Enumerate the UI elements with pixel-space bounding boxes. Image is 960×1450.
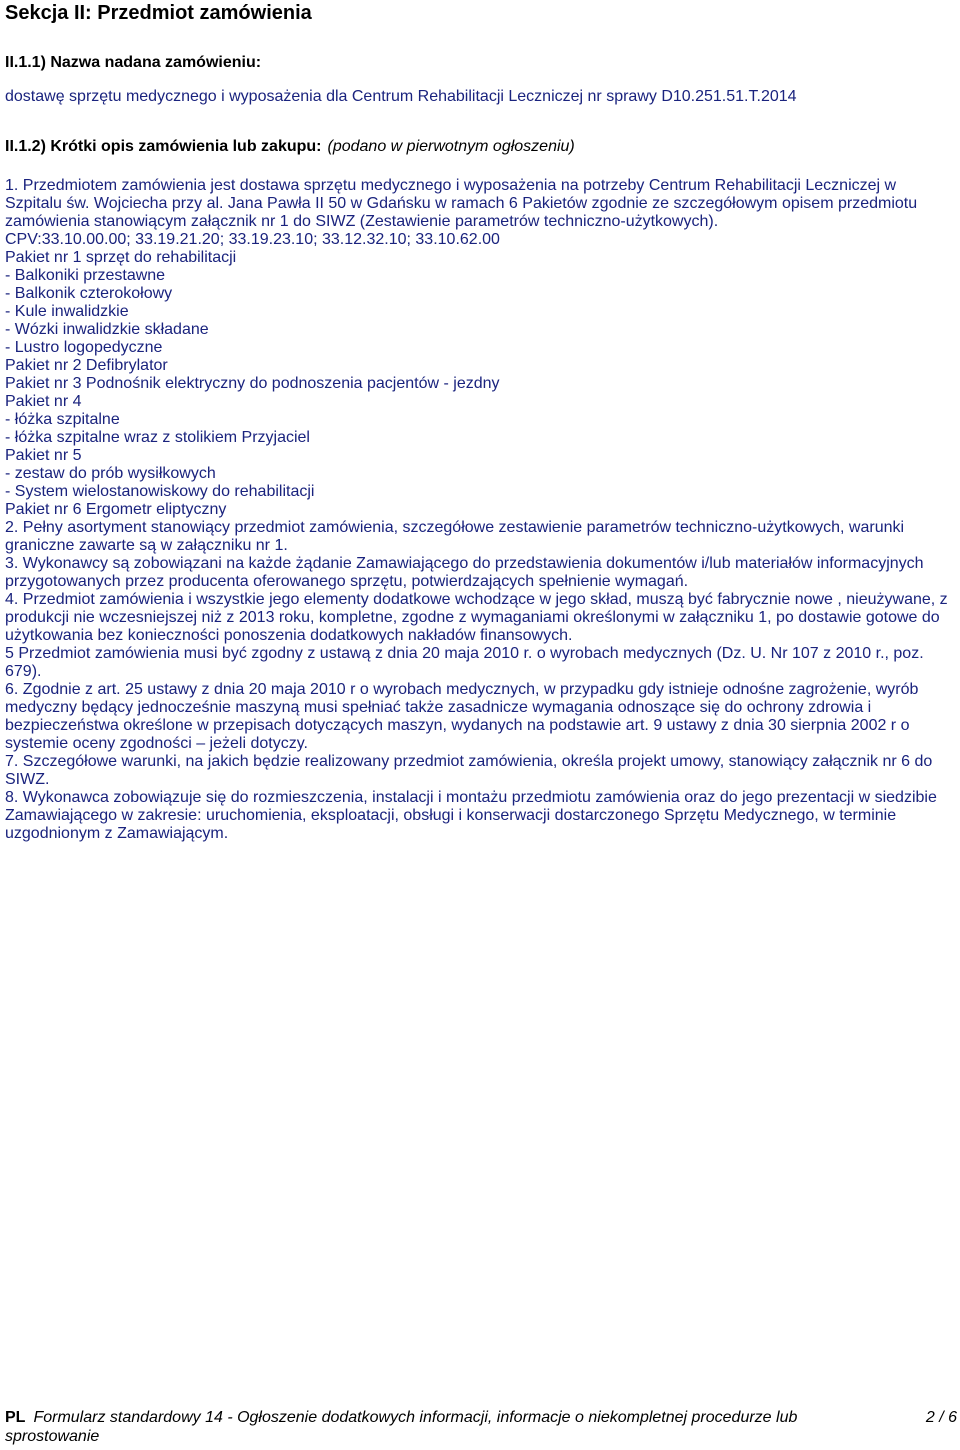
description-body: [5, 177, 950, 843]
paragraph-4: 4. Przedmiot zamówienia i wszystkie jego elementy dodatkowe wchodzące w jego skład, muszą być fabrycznie nowe , nieużywane, z produkcji nie wczesniejszej niż z 2013 roku, kompletne, zgodne z wymaganiami określonymi w załączniku 1, po dostawie gotowe do użytkowania bez konieczności ponoszenia dodatkowych nakładów finansowych.: [5, 591, 948, 644]
paragraph-6: 6. Zgodnie z art. 25 ustawy z dnia 20 maja 2010 r o wyrobach medycznych, w przypadku gdy istnieje odnośne zagrożenie, wyrób medyczny będący jednocześnie maszyną musi spełniać także zasadnicze wymagania odnoszące się do ochrony zdrowia i bezpieczeństwa określone w przepisach dotyczących maszyn, wydanych na podstawie art. 9 ustawy z dnia 30 sierpnia 2002 r o systemie oceny zgodności – jeżeli dotyczy.: [5, 681, 919, 752]
contract-name: dostawę sprzętu medycznego i wyposażenia dla Centrum Rehabilitacji Leczniczej nr sprawy D10.251.51.T.2014: [5, 88, 797, 105]
paragraph-1: 1. Przedmiotem zamówienia jest dostawa sprzętu medycznego i wyposażenia na potrzeby Centrum Rehabilitacji Leczniczej w Szpitalu św. Wojciecha przy al. Jana Pawła II 50 w Gdańsku w ramach 6 Pakietów zgodnie ze szczegółowym opisem przedmiotu zamówienia stanowiącym załącznik nr 1 do SIWZ (Zestawienie parametrów techniczno-użytkowych).: [5, 177, 918, 230]
name-heading-label: II.1.1) Nazwa nadana zamówieniu:: [5, 54, 262, 71]
description-heading: [5, 137, 575, 157]
list-item: Pakiet nr 5: [5, 447, 82, 464]
paragraph-3: 3. Wykonawcy są zobowiązani na każde żądanie Zamawiającego do przedstawienia dokumentów i/lub materiałów informacyjnych przygotowanych przez producenta oferowanego sprzętu, potwierdzających spełnienie wymagań.: [5, 555, 924, 590]
paragraph-5: 5 Przedmiot zamówienia musi być zgodny z ustawą z dnia 20 maja 2010 r. o wyrobach medycznych (Dz. U. Nr 107 z 2010 r., poz. 679).: [5, 645, 924, 680]
footer-text: [5, 1408, 875, 1446]
list-item: - łóżka szpitalne wraz z stolikiem Przyjaciel: [5, 429, 310, 446]
list-item: - łóżka szpitalne: [5, 411, 120, 428]
list-item: Pakiet nr 1 sprzęt do rehabilitacji: [5, 249, 237, 266]
list-item: Pakiet nr 3 Podnośnik elektryczny do podnoszenia pacjentów - jezdny: [5, 375, 500, 392]
list-item: - Balkoniki przestawne: [5, 267, 166, 284]
name-heading: [5, 53, 261, 73]
page-footer: [5, 1408, 957, 1446]
list-item: - System wielostanowiskowy do rehabilitacji: [5, 483, 315, 500]
list-item: Pakiet nr 6 Ergometr eliptyczny: [5, 501, 227, 518]
list-item: - Wózki inwalidzkie składane: [5, 321, 209, 338]
description-note: (podano w pierwotnym ogłoszeniu): [327, 138, 575, 155]
footer-lang: PL: [5, 1409, 26, 1426]
description-heading-label: II.1.2) Krótki opis zamówienia lub zakupu:: [5, 138, 322, 155]
list-item: Pakiet nr 4: [5, 393, 82, 410]
document-page: [5, 0, 955, 842]
paragraph-8: 8. Wykonawca zobowiązuje się do rozmieszczenia, instalacji i montażu przedmiotu zamówienia oraz do jego prezentacji w siedzibie Zamawiającego w zakresie: uruchomienia, eksploatacji, obsługi i konserwacji dostarczonego Sprzętu Medycznego, w terminie uzgodnionym z Zamawiającym.: [5, 789, 937, 842]
list-item: - Balkonik czterokołowy: [5, 285, 173, 302]
paragraph-7: 7. Szczegółowe warunki, na jakich będzie realizowany przedmiot zamówienia, określa projekt umowy, stanowiący załącznik nr 6 do SIWZ.: [5, 753, 933, 788]
cpv-line: CPV:33.10.00.00; 33.19.21.20; 33.19.23.10; 33.12.32.10; 33.10.62.00: [5, 231, 500, 248]
page-number: 2 / 6: [925, 1409, 957, 1426]
paragraph-2: 2. Pełny asortyment stanowiący przedmiot zamówienia, szczegółowe zestawienie parametrów techniczno-użytkowych, warunki graniczne zawarte są w załączniku nr 1.: [5, 519, 905, 554]
section-title: Sekcja II: Przedmiot zamówienia: [5, 2, 312, 24]
list-item: - zestaw do prób wysiłkowych: [5, 465, 216, 482]
list-item: - Kule inwalidzkie: [5, 303, 129, 320]
list-item: Pakiet nr 2 Defibrylator: [5, 357, 168, 374]
footer-title: Formularz standardowy 14 - Ogłoszenie dodatkowych informacji, informacje o niekompletnej procedurze lub sprostowanie: [5, 1409, 798, 1445]
list-item: - Lustro logopedyczne: [5, 339, 163, 356]
